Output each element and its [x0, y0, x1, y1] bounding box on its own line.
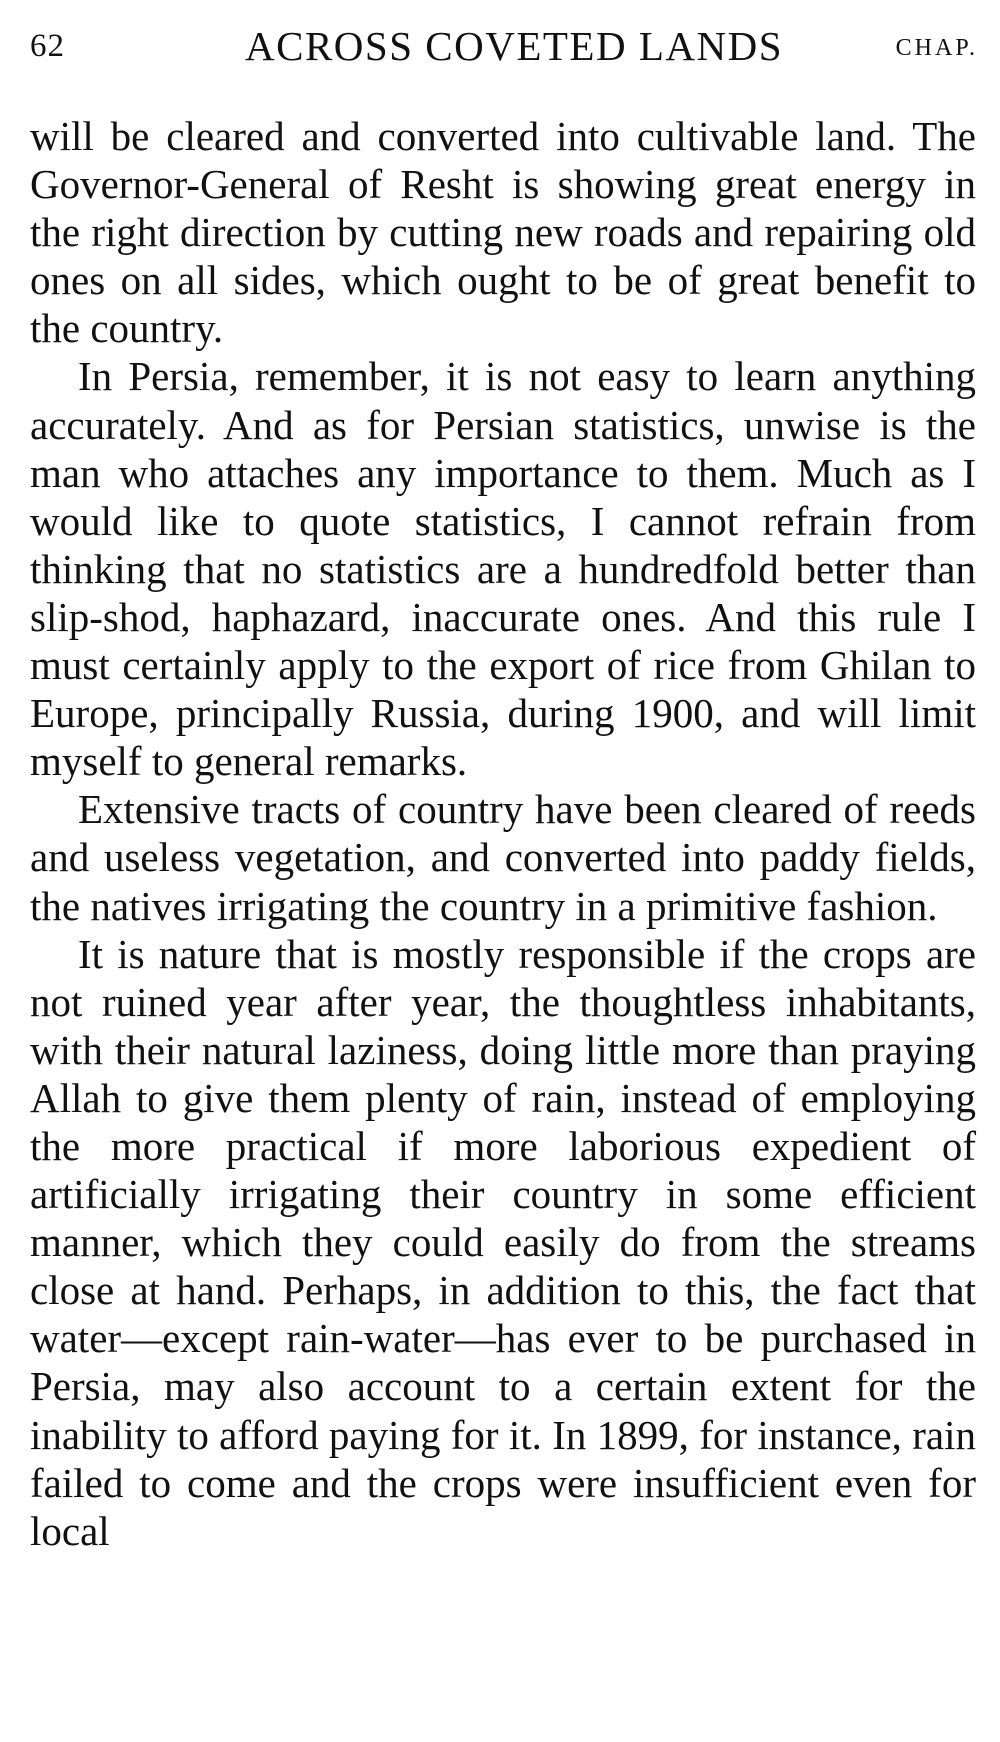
paragraph-4: It is nature that is mostly responsible if the crops are not ruined year after year, the thoughtless inhabitants, with their natural laziness, doing little more than praying Allah to give them plenty of rain, instead of employing the more practical if more laborious expedient of artificially irrigating their country in some efficient manner, which they could easily do from the streams close at hand. Perhaps, in addition to this, the fact that water—except rain-water—has ever to be purchased in Persia, may also account to a certain extent for the inability to afford paying for it. In 1899, for instance, rain failed to come and the crops were insufficient even for local [30, 930, 976, 1554]
paragraph-2: In Persia, remember, it is not easy to learn anything accurately. And as for Persian statistics, unwise is the man who attaches any importance to them. Much as I would like to quote statistics, I cannot refrain from thinking that no statistics are a hundredfold better than slip-shod, haphazard, inaccurate ones. And this rule I must certainly apply to the export of rice from Ghilan to Europe, principally Russia, during 1900, and will limit myself to general remarks. [30, 353, 976, 785]
running-head [30, 22, 978, 72]
body-text [30, 112, 976, 1555]
book-title: ACROSS COVETED LANDS [245, 23, 783, 69]
page-number: 62 [30, 28, 65, 64]
chapter-label: CHAP. [895, 35, 978, 61]
paragraph-1: will be cleared and converted into cultivable land. The Governor-General of Resht is showing great energy in the right direction by cutting new roads and repairing old ones on all sides, which ought to be of great benefit to the country. [30, 113, 976, 352]
paragraph-3: Extensive tracts of country have been cleared of reeds and useless vegetation, and converted into paddy fields, the natives irrigating the country in a primitive fashion. [30, 786, 976, 929]
